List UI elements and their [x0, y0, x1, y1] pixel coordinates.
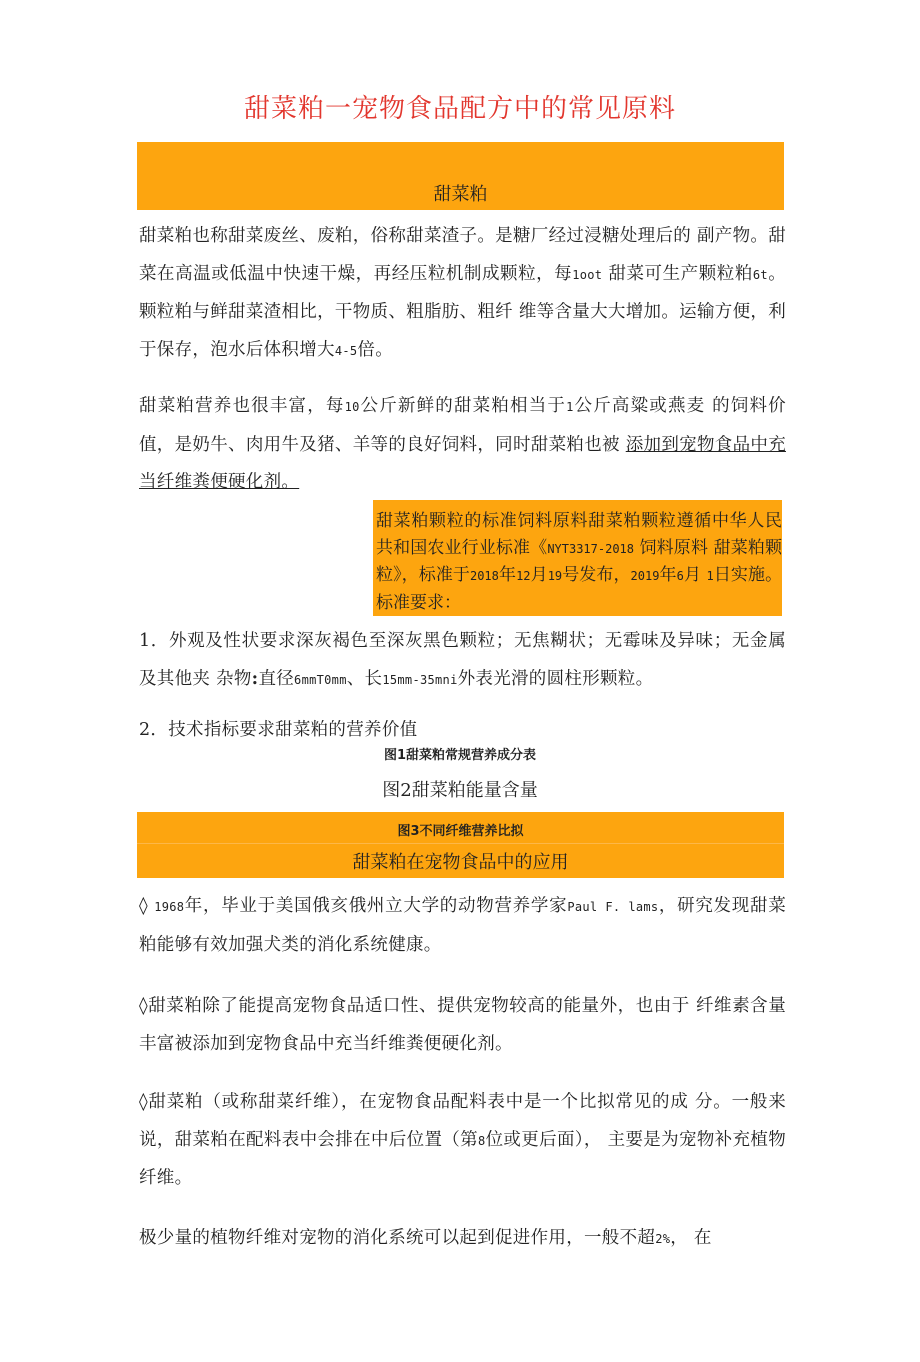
bullet-paragraph: ◊甜菜粕（或称甜菜纤维），在宠物食品配料表中是一个比拟常见的成 分。一般来说，甜菜粕在配料表中会排在中后位置（第8位或更后面）， 主要是为宠物补充植物纤维。 — [139, 1092, 786, 1188]
figure2-caption: 图2甜菜粕能量含量 — [382, 780, 538, 801]
closing-paragraph: 极少量的植物纤维对宠物的消化系统可以起到促进作用，一般不超2%， 在 — [139, 1228, 712, 1248]
nutrition-paragraph: 甜菜粕营养也很丰富，每10公斤新鲜的甜菜粕相当于1公斤高粱或燕麦 的饲料价值，是奶牛、肉用牛及猪、羊等的良好饲料，同时甜菜粕也被 添加到宠物食品中充当纤维粪便硬化剂。 — [139, 396, 786, 492]
figure3-caption: 图3不同纤维营养比拟 — [397, 824, 524, 839]
standard-box: 甜菜粕颗粒的标准饲料原料甜菜粕颗粒遵循中华人民共和国农业行业标准《NYT3317-2018 饲料原料 甜菜粕颗粒》，标准于2018年12月19号发布，2019年6月 1日实施。标准要求： — [373, 500, 782, 616]
banner-divider — [137, 843, 784, 844]
underlined-text: 添加到宠物食品中充当纤维粪便硬化剂。 — [139, 434, 786, 492]
section-banner — [137, 142, 784, 210]
banner-heading: 甜菜粕 — [433, 184, 488, 205]
bullet-paragraph: ◊ 1968年，毕业于美国俄亥俄州立大学的动物营养学家Paul F. lams，研究发现甜菜粕能够有效加强犬类的消化系统健康。 — [139, 896, 786, 955]
item-technical: 2．技术指标要求甜菜粕的营养价值 — [139, 720, 418, 740]
bullet-paragraph: ◊甜菜粕除了能提高宠物食品适口性、提供宠物较高的能量外，也由于 纤维素含量丰富被添加到宠物食品中充当纤维粪便硬化剂。 — [139, 996, 786, 1054]
section-banner-application — [137, 812, 784, 878]
section-heading: 甜菜粕在宠物食品中的应用 — [352, 852, 569, 873]
intro-paragraph: 甜菜粕也称甜菜废丝、废粕，俗称甜菜渣子。是糖厂经过浸糖处理后的 副产物。甜菜在高温或低温中快速干燥，再经压粒机制成颗粒，每1oot 甜菜可生产颗粒粕6t。颗粒粕与鲜甜菜渣相比，干物质、粗脂肪、粗纤 维等含量大大增加。运输方便，利于保存，泡水后体积增大4-5倍。 — [139, 226, 786, 360]
page-title: 甜菜粕一宠物食品配方中的常见原料 — [243, 94, 676, 124]
figure1-caption: 图1甜菜粕常规营养成分表 — [383, 748, 537, 763]
item-appearance: 1．外观及性状要求深灰褐色至深灰黑色颗粒；无焦糊状；无霉味及异味；无金属及其他夹 杂物:直径6mmT0mm、长15mm-35mni外表光滑的圆柱形颗粒。 — [139, 631, 786, 689]
